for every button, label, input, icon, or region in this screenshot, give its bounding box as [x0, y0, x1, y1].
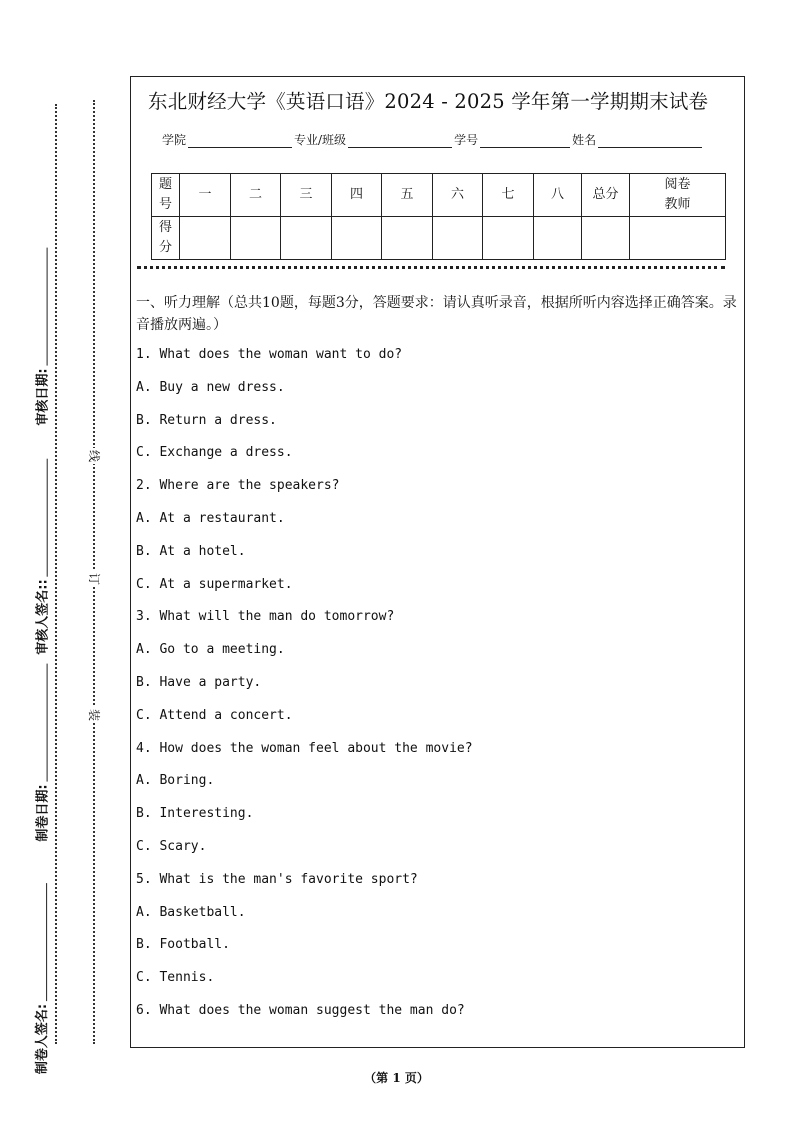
option-4c: C. Scary.	[136, 838, 207, 854]
score-cell	[433, 217, 483, 260]
col-total: 总分	[582, 174, 630, 217]
score-cell	[483, 217, 534, 260]
col-1: 一	[180, 174, 231, 217]
col-2: 二	[231, 174, 281, 217]
col-7: 七	[483, 174, 534, 217]
review-date-blank	[35, 247, 48, 365]
maker-date-field	[28, 632, 54, 872]
student-info-row	[162, 131, 704, 148]
name-blank	[598, 133, 702, 148]
question-number-label: 题 号	[152, 174, 180, 217]
score-cell	[231, 217, 281, 260]
col-5: 五	[382, 174, 433, 217]
major-class-label: 专业/班级	[294, 133, 347, 147]
student-id-label: 学号	[454, 133, 479, 147]
col-grader: 阅卷 教师	[630, 174, 726, 217]
question-5: 5. What is the man's favorite sport?	[136, 871, 418, 887]
question-4: 4. How does the woman feel about the movie?	[136, 740, 473, 756]
col-3: 三	[281, 174, 332, 217]
option-4b: B. Interesting.	[136, 806, 254, 822]
separator-dotted-line	[137, 266, 725, 269]
score-table-score-row	[152, 217, 726, 260]
section-heading: 一、听力理解（总共10题，每题3分，答题要求：请认真听录音，根据所听内容选择正确答案。录音播放两遍。）	[136, 295, 737, 333]
question-1: 1. What does the woman want to do?	[136, 347, 403, 362]
maker-sign-blank	[35, 882, 48, 1000]
reviewer-sign-label: 审核人签名::	[35, 578, 51, 655]
score-cell	[281, 217, 332, 260]
question-6: 6. What does the woman suggest the man do?	[136, 1002, 465, 1018]
student-id-blank	[480, 133, 570, 148]
exam-title: 东北财经大学《英语口语》2024 - 2025 学年第一学期期末试卷	[148, 90, 709, 113]
option-2a: A. At a restaurant.	[136, 510, 285, 526]
review-date-field	[28, 216, 54, 456]
page-number: （第 1 页）	[364, 1071, 429, 1085]
option-5c: C. Tennis.	[136, 970, 215, 986]
bind-mark-zhuang: 装	[87, 708, 101, 721]
option-5b: B. Football.	[136, 937, 230, 953]
option-3c: C. Attend a concert.	[136, 707, 293, 723]
maker-date-label: 制卷日期:	[35, 783, 51, 842]
option-1b: B. Return a dress.	[136, 412, 277, 428]
col-8: 八	[534, 174, 582, 217]
option-3a: A. Go to a meeting.	[136, 642, 285, 658]
bind-mark-line: 线	[87, 449, 101, 462]
score-cell	[332, 217, 382, 260]
bind-mark-ding: 订	[87, 572, 101, 585]
score-cell	[582, 217, 630, 260]
maker-sign-field	[28, 858, 54, 1098]
option-1c: C. Exchange a dress.	[136, 445, 293, 461]
score-cell	[382, 217, 433, 260]
option-5a: A. Basketball.	[136, 904, 246, 920]
score-cell	[180, 217, 231, 260]
maker-date-blank	[35, 663, 48, 781]
maker-sign-label: 制卷人签名:	[35, 1003, 51, 1074]
major-class-blank	[348, 133, 452, 148]
college-label: 学院	[162, 133, 187, 147]
margin-dotted-line-left	[55, 104, 57, 1044]
option-4a: A. Boring.	[136, 773, 215, 789]
score-label: 得 分	[152, 217, 180, 260]
section-listening	[136, 292, 738, 1035]
option-2c: C. At a supermarket.	[136, 576, 293, 592]
score-table	[151, 173, 726, 260]
review-date-label: 审核日期:	[35, 367, 51, 426]
question-3: 3. What will the man do tomorrow?	[136, 609, 395, 625]
name-label: 姓名	[572, 133, 597, 147]
option-2b: B. At a hotel.	[136, 543, 246, 559]
col-4: 四	[332, 174, 382, 217]
reviewer-sign-blank	[35, 458, 48, 576]
score-table-header-row	[152, 174, 726, 217]
score-cell	[534, 217, 582, 260]
score-cell	[630, 217, 726, 260]
question-2: 2. Where are the speakers?	[136, 478, 340, 494]
option-1a: A. Buy a new dress.	[136, 379, 285, 395]
option-3b: B. Have a party.	[136, 674, 262, 690]
college-blank	[188, 133, 292, 148]
col-6: 六	[433, 174, 483, 217]
